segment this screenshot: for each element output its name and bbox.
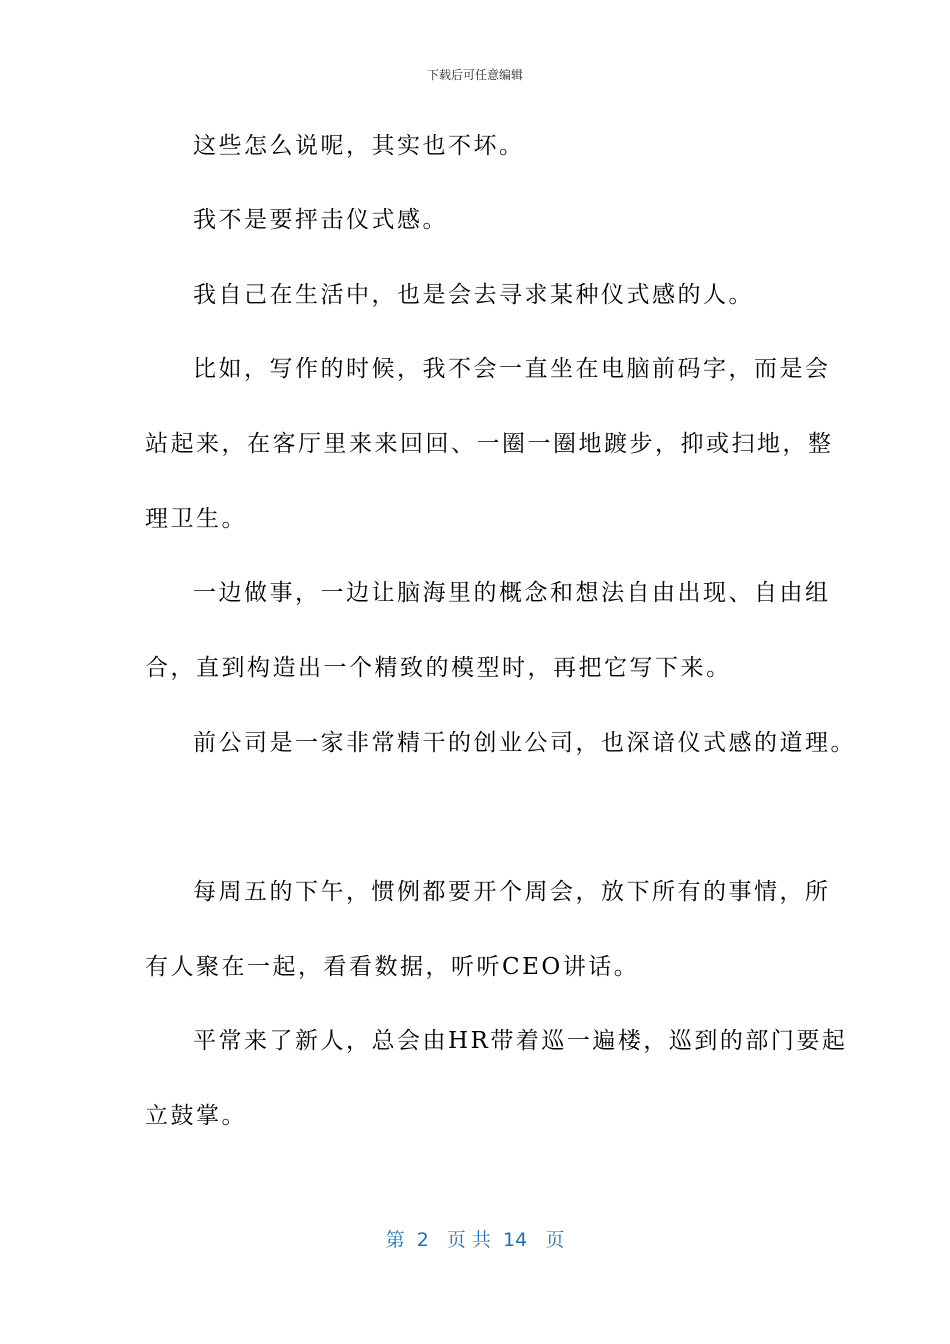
paragraph-line: 这些怎么说呢，其实也不坏。	[193, 133, 525, 159]
paragraph-line: 一边做事，一边让脑海里的概念和想法自由出现、自由组	[193, 580, 831, 606]
paragraph-line: 站起来，在客厅里来来回回、一圈一圈地踱步，抑或扫地，整	[145, 431, 834, 457]
paragraph-line: 平常来了新人，总会由HR带着巡一遍楼，巡到的部门要起	[193, 1028, 848, 1054]
paragraph-line: 我自己在生活中，也是会去寻求某种仪式感的人。	[193, 282, 754, 308]
paragraph-line: 每周五的下午，惯例都要开个周会，放下所有的事情，所	[193, 879, 831, 905]
paragraph-line: 合，直到构造出一个精致的模型时，再把它写下来。	[145, 655, 732, 681]
paragraph-line: 比如，写作的时候，我不会一直坐在电脑前码字，而是会	[193, 356, 831, 382]
paragraph-line: 理卫生。	[145, 506, 247, 532]
page-number-footer: 第 2 页 共 14 页	[385, 1229, 565, 1251]
page-header-note: 下载后可任意编辑	[426, 68, 523, 82]
paragraph-line: 立鼓掌。	[145, 1103, 247, 1129]
paragraph-line: 我不是要抨击仪式感。	[193, 207, 448, 233]
paragraph-line: 前公司是一家非常精干的创业公司，也深谙仪式感的道理。	[193, 730, 856, 756]
paragraph-line: 有人聚在一起，看看数据，听听CEO讲话。	[145, 954, 640, 980]
